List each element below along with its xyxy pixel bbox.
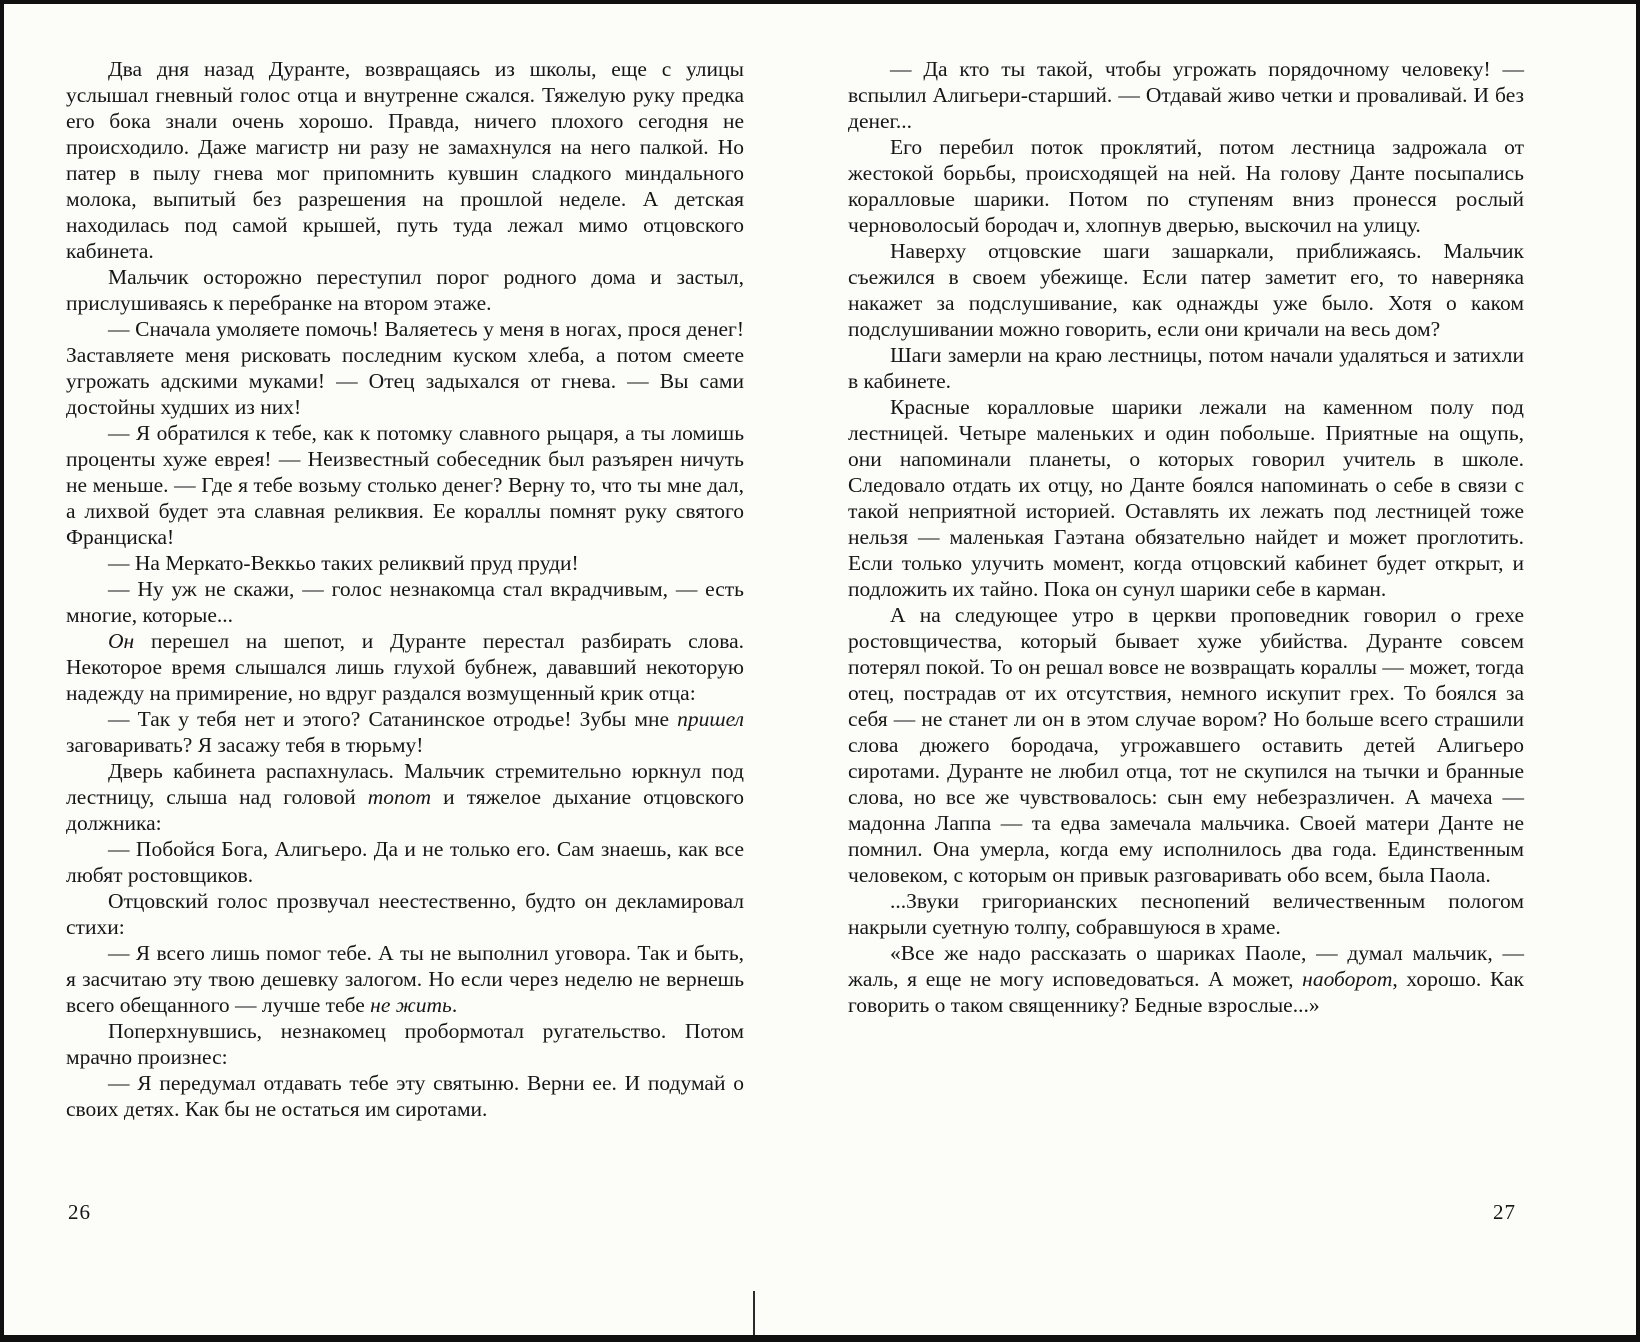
page-right-text-column xyxy=(848,56,1524,1018)
paragraph: А на следующее утро в церкви проповедник говорил о грехе ростовщичества, который бывает хуже убийства. Дуранте совсем потерял покой. То он решал вовсе не возвращать кораллы — может, тогда отец, пострадав от их отсутствия, немного искупит грех. То боялся за себя — не станет ли он в этом случае вором? Но больше всего страшили слова дюжего бородача, угрожавшего оставить детей Алигьеро сиротами. Дуранте не любил отца, тот не скупился на тычки и бранные слова, но все же чувствовалось: сын ему небезразличен. А мачеха — мадонна Лаппа — та едва замечала мальчика. Своей матери Данте не помнил. Она умерла, когда ему исполнилось два года. Единственным человеком, с которым он привык разговаривать обо всем, была Паола. xyxy=(848,603,1524,887)
paragraph: ...Звуки григорианских песнопений величественным пологом накрыли суетную толпу, собравшуюся в храме. xyxy=(848,889,1524,939)
binding-mark xyxy=(753,1291,755,1335)
paragraph xyxy=(66,940,744,1018)
paragraph: Шаги замерли на краю лестницы, потом начали удаляться и затихли в кабинете. xyxy=(848,343,1524,393)
paragraph: Два дня назад Дуранте, возвращаясь из школы, еще с улицы услышал гневный голос отца и внутренне сжался. Тяжелую руку предка его бока знали очень хорошо. Правда, ничего плохого сегодня не происходило. Даже магистр ни разу не замахнулся на него палкой. Но патер в пылу гнева мог припомнить кувшин сладкого миндального молока, выпитый без разрешения на прошлой неделе. А детская находилась под самой крышей, путь туда лежал мимо отцовского кабинета. xyxy=(66,57,744,263)
paragraph: — Да кто ты такой, чтобы угрожать порядочному человеку! — вспылил Алигьери-старший. — Отдавай живо четки и проваливай. И без денег... xyxy=(848,57,1524,133)
paragraph xyxy=(66,706,744,758)
paragraph: — Сначала умоляете помочь! Валяетесь у меня в ногах, прося денег! Заставляете меня рисковать последним куском хлеба, а потом смеете угрожать адскими муками! — Отец задыхался от гнева. — Вы сами достойны худших из них! xyxy=(66,317,744,419)
text-segment: «Все же надо рассказать о шариках Паоле, — думал мальчик, — жаль, я еще не могу исповедоваться. А может, xyxy=(848,941,1524,991)
page-number-right: 27 xyxy=(1493,1200,1516,1224)
italic-text-segment: топот xyxy=(367,785,432,809)
text-segment: — Так у тебя нет и этого? Сатанинское отродье! Зубы мне xyxy=(108,707,678,731)
paragraph: Отцовский голос прозвучал неестественно, будто он декламировал стихи: xyxy=(66,889,744,939)
page-number-left: 26 xyxy=(68,1200,91,1224)
italic-text-segment: пришел xyxy=(677,707,744,731)
page-left-text-column xyxy=(66,56,744,1122)
text-segment: Дверь кабинета распахнулась. Мальчик стремительно юркнул под лестницу, слыша над головой xyxy=(66,759,744,809)
paragraph xyxy=(848,940,1524,1018)
paragraph: — Я передумал отдавать тебе эту святыню. Верни ее. И подумай о своих детях. Как бы не остаться им сиротами. xyxy=(66,1071,744,1121)
paragraph: Мальчик осторожно переступил порог родного дома и застыл, прислушиваясь к перебранке на втором этаже. xyxy=(66,265,744,315)
paragraph: Красные коралловые шарики лежали на каменном полу под лестницей. Четыре маленьких и один побольше. Приятные на ощупь, они напоминали планеты, о которых говорил учитель в школе. Следовало отдать их отцу, но Данте боялся напоминать о себе в связи с такой неприятной историей. Оставлять их лежать под лестницей тоже нельзя — маленькая Гаэтана обязательно найдет и может проглотить. Если только улучить момент, когда отцовский кабинет будет открыт, и подложить их тайно. Пока он сунул шарики себе в карман. xyxy=(848,395,1524,601)
paragraph: — Побойся Бога, Алигьеро. Да и не только его. Сам знаешь, как все любят ростовщиков. xyxy=(66,837,744,887)
italic-text-segment: наоборот xyxy=(1302,967,1393,991)
paragraph: — Я обратился к тебе, как к потомку славного рыцаря, а ты ломишь проценты хуже еврея! — Неизвестный собеседник был разъярен ничуть не меньше. — Где я тебе возьму столько денег? Верну то, что ты мне дал, а лихвой будет эта славная реликвия. Ее кораллы помнят руку святого Франциска! xyxy=(66,421,744,549)
paragraph xyxy=(66,628,744,706)
text-segment: , хорошо. Как говорить о таком священнику? Бедные взрослые...» xyxy=(848,967,1524,1017)
italic-text-segment: не жить xyxy=(370,993,452,1017)
text-segment: и тяжелое дыхание отцовского должника: xyxy=(66,785,744,835)
paragraph: Поперхнувшись, незнакомец пробормотал ругательство. Потом мрачно произнес: xyxy=(66,1019,744,1069)
text-segment: — Я всего лишь помог тебе. А ты не выполнил уговора. Так и быть, я засчитаю эту твою дешевку залогом. Но если через неделю не вернешь всего обещанного — лучше тебе xyxy=(66,941,744,1017)
text-segment: заговаривать? Я засажу тебя в тюрьму! xyxy=(66,733,424,757)
italic-text-segment: Он xyxy=(108,629,135,653)
paragraph: — На Меркато-Веккьо таких реликвий пруд пруди! xyxy=(108,551,579,575)
text-segment: перешел на шепот, и Дуранте перестал разбирать слова. Некоторое время слышался лишь глухой бубнеж, дававший некоторую надежду на примирение, но вдруг раздался возмущенный крик отца: xyxy=(66,629,744,705)
text-segment: . xyxy=(451,993,458,1017)
paragraph: Наверху отцовские шаги зашаркали, приближаясь. Мальчик съежился в своем убежище. Если патер заметит его, то наверняка накажет за подслушивание, как однажды уже было. Хотя о каком подслушивании можно говорить, если они кричали на весь дом? xyxy=(848,239,1524,341)
paragraph xyxy=(66,758,744,836)
paragraph: Его перебил поток проклятий, потом лестница задрожала от жестокой борьбы, происходящей на ней. На голову Данте посыпались коралловые шарики. Потом по ступеням вниз пронесся рослый черноволосый бородач и, хлопнув дверью, выскочил на улицу. xyxy=(848,135,1524,237)
paragraph: — Ну уж не скажи, — голос незнакомца стал вкрадчивым, — есть многие, которые... xyxy=(66,577,744,627)
